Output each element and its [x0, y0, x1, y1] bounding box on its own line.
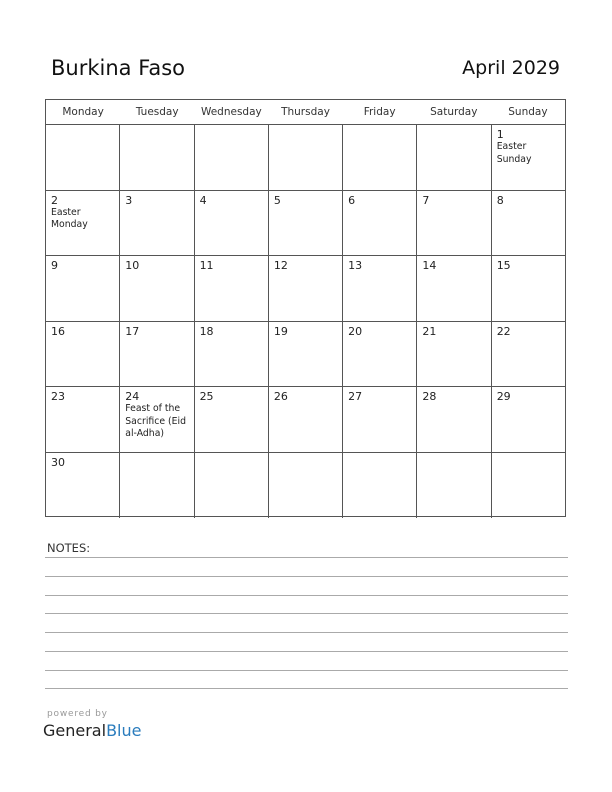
day-cell[interactable] [119, 125, 193, 190]
day-number: 8 [496, 193, 504, 207]
brand-blue: Blue [106, 721, 142, 740]
calendar-week-row [46, 256, 565, 322]
day-number: 17 [125, 324, 140, 338]
calendar-week-row [46, 322, 565, 388]
day-number: 9 [51, 259, 58, 272]
day-number: 24 [125, 390, 140, 403]
day-number: 12 [273, 259, 288, 272]
day-cell[interactable] [342, 387, 416, 452]
day-cell[interactable] [268, 256, 342, 321]
day-cell[interactable] [46, 256, 119, 321]
day-number: 22 [496, 324, 511, 338]
day-number: 11 [199, 259, 214, 272]
day-cell[interactable] [46, 322, 119, 387]
notes-line [45, 670, 568, 671]
notes-label: NOTES: [47, 541, 91, 555]
notes-line [45, 557, 568, 558]
day-cell[interactable] [342, 125, 416, 190]
generalblue-logo[interactable] [43, 721, 141, 740]
weekday-thursday: Thursday [281, 106, 330, 118]
day-cell[interactable] [119, 322, 193, 387]
country-title: Burkina Faso [51, 56, 186, 80]
day-number: 2 [51, 193, 58, 207]
notes-line [45, 651, 568, 652]
notes-line [45, 576, 568, 577]
day-cell[interactable] [491, 387, 565, 452]
weekday-header [46, 100, 565, 125]
day-number: 28 [422, 390, 437, 403]
day-number: 25 [199, 390, 214, 403]
day-cell[interactable] [268, 322, 342, 387]
day-cell[interactable] [416, 453, 490, 519]
day-cell[interactable] [194, 256, 268, 321]
calendar-week-row [46, 387, 565, 453]
weekday-friday: Friday [363, 106, 396, 118]
day-number: 7 [422, 193, 430, 207]
day-number: 4 [199, 193, 207, 207]
day-cell[interactable] [416, 322, 490, 387]
day-number: 30 [51, 455, 65, 469]
day-cell[interactable] [416, 256, 490, 321]
notes-line [45, 688, 568, 689]
powered-by-text: powered by [47, 709, 108, 719]
day-number: 18 [199, 324, 214, 338]
day-number: 27 [348, 390, 363, 403]
day-number: 20 [348, 324, 363, 338]
day-cell[interactable] [194, 191, 268, 256]
weekday-sunday: Sunday [508, 106, 548, 118]
calendar-week-row [46, 191, 565, 257]
day-cell[interactable] [194, 125, 268, 190]
day-cell[interactable] [268, 453, 342, 519]
day-cell[interactable] [416, 191, 490, 256]
day-cell[interactable] [119, 453, 193, 519]
weekday-tuesday: Tuesday [135, 106, 179, 118]
day-cell[interactable] [342, 256, 416, 321]
day-cell[interactable] [194, 453, 268, 519]
day-number: 13 [348, 259, 363, 272]
day-cell[interactable] [416, 125, 490, 190]
day-number: 15 [496, 259, 511, 272]
day-number: 21 [422, 324, 437, 338]
day-cell[interactable] [491, 191, 565, 256]
day-number: 5 [273, 193, 281, 207]
day-cell[interactable] [491, 453, 565, 519]
day-cell[interactable] [342, 453, 416, 519]
day-cell[interactable] [342, 322, 416, 387]
notes-line [45, 613, 568, 614]
day-number: 14 [422, 259, 437, 272]
day-cell[interactable] [46, 453, 119, 519]
calendar-week-row [46, 453, 565, 519]
day-cell[interactable] [416, 387, 490, 452]
month-title: April 2029 [462, 57, 560, 79]
day-number: 1 [496, 128, 504, 141]
day-number: 19 [273, 324, 288, 338]
notes-line [45, 632, 568, 633]
day-number: 29 [496, 390, 511, 403]
day-number: 3 [125, 193, 133, 207]
day-cell[interactable] [46, 191, 119, 256]
calendar-week-row [46, 125, 565, 191]
day-cell[interactable] [491, 256, 565, 321]
holiday-label: Easter Monday [51, 206, 88, 230]
weekday-monday: Monday [62, 106, 104, 118]
brand-general: General [43, 721, 107, 740]
day-cell[interactable] [194, 322, 268, 387]
day-cell[interactable] [491, 322, 565, 387]
day-cell[interactable] [491, 125, 565, 190]
holiday-label: Feast of the Sacrifice (Eid al-Adha) [125, 403, 187, 439]
day-number: 10 [125, 259, 140, 272]
notes-line [45, 595, 568, 596]
day-number: 6 [348, 193, 356, 207]
day-cell[interactable] [268, 191, 342, 256]
day-cell[interactable] [119, 191, 193, 256]
day-number: 23 [51, 390, 65, 403]
day-cell[interactable] [268, 387, 342, 452]
day-cell[interactable] [268, 125, 342, 190]
holiday-label: Easter Sunday [496, 141, 532, 165]
calendar-grid [45, 99, 566, 517]
day-cell[interactable] [342, 191, 416, 256]
day-cell[interactable] [119, 387, 193, 452]
day-number: 26 [273, 390, 288, 403]
weekday-wednesday: Wednesday [200, 106, 262, 118]
day-number: 16 [51, 324, 65, 338]
day-cell[interactable] [194, 387, 268, 452]
day-cell[interactable] [46, 387, 119, 452]
day-cell[interactable] [119, 256, 193, 321]
weekday-saturday: Saturday [430, 106, 478, 118]
day-cell[interactable] [46, 125, 119, 190]
